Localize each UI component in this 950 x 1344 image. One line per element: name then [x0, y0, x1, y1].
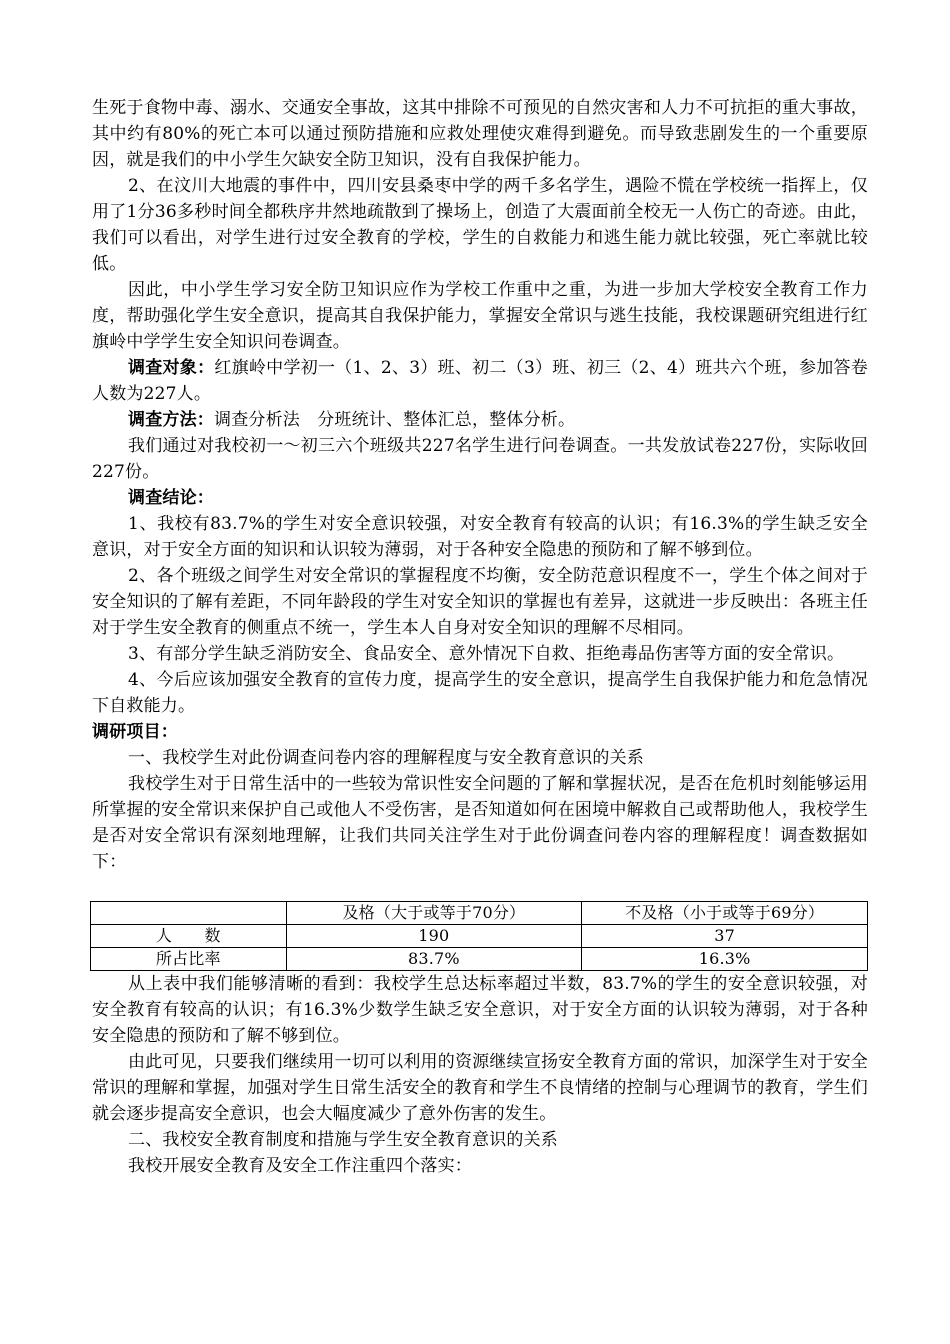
conclusion-item: 3、有部分学生缺乏消防安全、食品安全、意外情况下自救、拒绝毒品伤害等方面的安全常识。: [128, 644, 845, 664]
survey-target-label: 调查对象：: [128, 358, 215, 378]
conclusion-item: 2、各个班级之间学生对安全常识的掌握程度不均衡，安全防范意识程度不一，学生个体之间对于安全知识的了解有差距，不同年龄段的学生对安全知识的掌握也有差异，这就进一步反映出：各班主任对于学生安全教育的侧重点不统一，学生本人自身对安全知识的理解不尽相同。: [92, 566, 868, 638]
section-title: 二、我校安全教育制度和措施与学生安全教育意识的关系: [128, 1130, 558, 1150]
table-cell: 83.7%: [286, 948, 582, 971]
table-cell: 16.3%: [582, 948, 868, 971]
conclusion-item: 4、今后应该加强安全教育的宣传力度，提高学生的安全意识，提高学生自我保护能力和危急情况下自救能力。: [92, 670, 868, 716]
survey-target-text: 红旗岭中学初一（1、2、3）班、初二（3）班、初三（2、4）班共六个班，参加答卷人数为227人。: [92, 358, 868, 404]
document-page: [92, 95, 868, 1179]
table-header-cell: 不及格（小于或等于69分）: [582, 902, 868, 925]
paragraph: 生死于食物中毒、溺水、交通安全事故，这其中排除不可预见的自然灾害和人力不可抗拒的重大事故，其中约有80%的死亡本可以通过预防措施和应救处理使灾难得到避免。而导致悲剧发生的一个重要原因，就是我们的中小学生欠缺安全防卫知识，没有自我保护能力。: [92, 98, 868, 170]
table-cell: 190: [286, 925, 582, 948]
table-cell: 人 数: [91, 925, 287, 948]
table-cell: 37: [582, 925, 868, 948]
data-table: [90, 901, 868, 971]
survey-intro: 我们通过对我校初一～初三六个班级共227名学生进行问卷调查。一共发放试卷227份，实际收回227份。: [92, 436, 868, 482]
survey-method: [92, 407, 868, 433]
table-header-cell: [91, 902, 287, 925]
section-title: 一、我校学生对此份调查问卷内容的理解程度与安全教育意识的关系: [128, 748, 644, 768]
table-cell: 所占比率: [91, 948, 287, 971]
paragraph: 由此可见，只要我们继续用一切可以利用的资源继续宣扬安全教育方面的常识，加深学生对于安全常识的理解和掌握，加强对学生日常生活安全的教育和学生不良情绪的控制与心理调节的教育，学生们就会逐步提高安全意识，也会大幅度减少了意外伤害的发生。: [92, 1052, 868, 1124]
survey-method-label: 调查方法：: [128, 410, 214, 430]
paragraph: 因此，中小学生学习安全防卫知识应作为学校工作重中之重，为进一步加大学校安全教育工作力度，帮助强化学生安全意识，提高其自我保护能力，掌握安全常识与逃生技能，我校课题研究组进行红旗岭中学学生安全知识问卷调查。: [92, 280, 868, 352]
paragraph: 从上表中我们能够清晰的看到：我校学生总达标率超过半数，83.7%的学生的安全意识较强，对安全教育有较高的认识；有16.3%少数学生缺乏安全意识，对于安全方面的认识较为薄弱，对于各种安全隐患的预防和了解不够到位。: [92, 974, 868, 1046]
table-row: [91, 948, 868, 971]
survey-method-text: 调查分析法 分班统计、整体汇总，整体分析。: [214, 410, 576, 430]
paragraph: 我校开展安全教育及安全工作注重四个落实：: [128, 1156, 472, 1176]
conclusion-item: 1、我校有83.7%的学生对安全意识较强，对安全教育有较高的认识；有16.3%的学生缺乏安全意识，对于安全方面的知识和认识较为薄弱，对于各种安全隐患的预防和了解不够到位。: [92, 514, 868, 560]
paragraph: 2、在汶川大地震的事件中，四川安县桑枣中学的两千多名学生，遇险不慌在学校统一指挥上，仅用了1分36多秒时间全都秩序井然地疏散到了操场上，创造了大震面前全校无一人伤亡的奇迹。由此，我们可以看出，对学生进行过安全教育的学校，学生的自救能力和逃生能力就比较强，死亡率就比较低。: [92, 176, 868, 274]
conclusion-heading: 调查结论：: [128, 488, 214, 508]
table-header-cell: 及格（大于或等于70分）: [286, 902, 582, 925]
paragraph: 我校学生对于日常生活中的一些较为常识性安全问题的了解和掌握状况，是否在危机时刻能够运用所掌握的安全常识来保护自己或他人不受伤害，是否知道如何在困境中解救自己或帮助他人，我校学生是否对安全常识有深刻地理解，让我们共同关注学生对于此份调查问卷内容的理解程度！调查数据如下：: [92, 774, 868, 872]
table-row: [91, 925, 868, 948]
survey-target: [92, 355, 868, 407]
table-header-row: [91, 902, 868, 925]
project-heading: 调研项目：: [92, 722, 178, 742]
